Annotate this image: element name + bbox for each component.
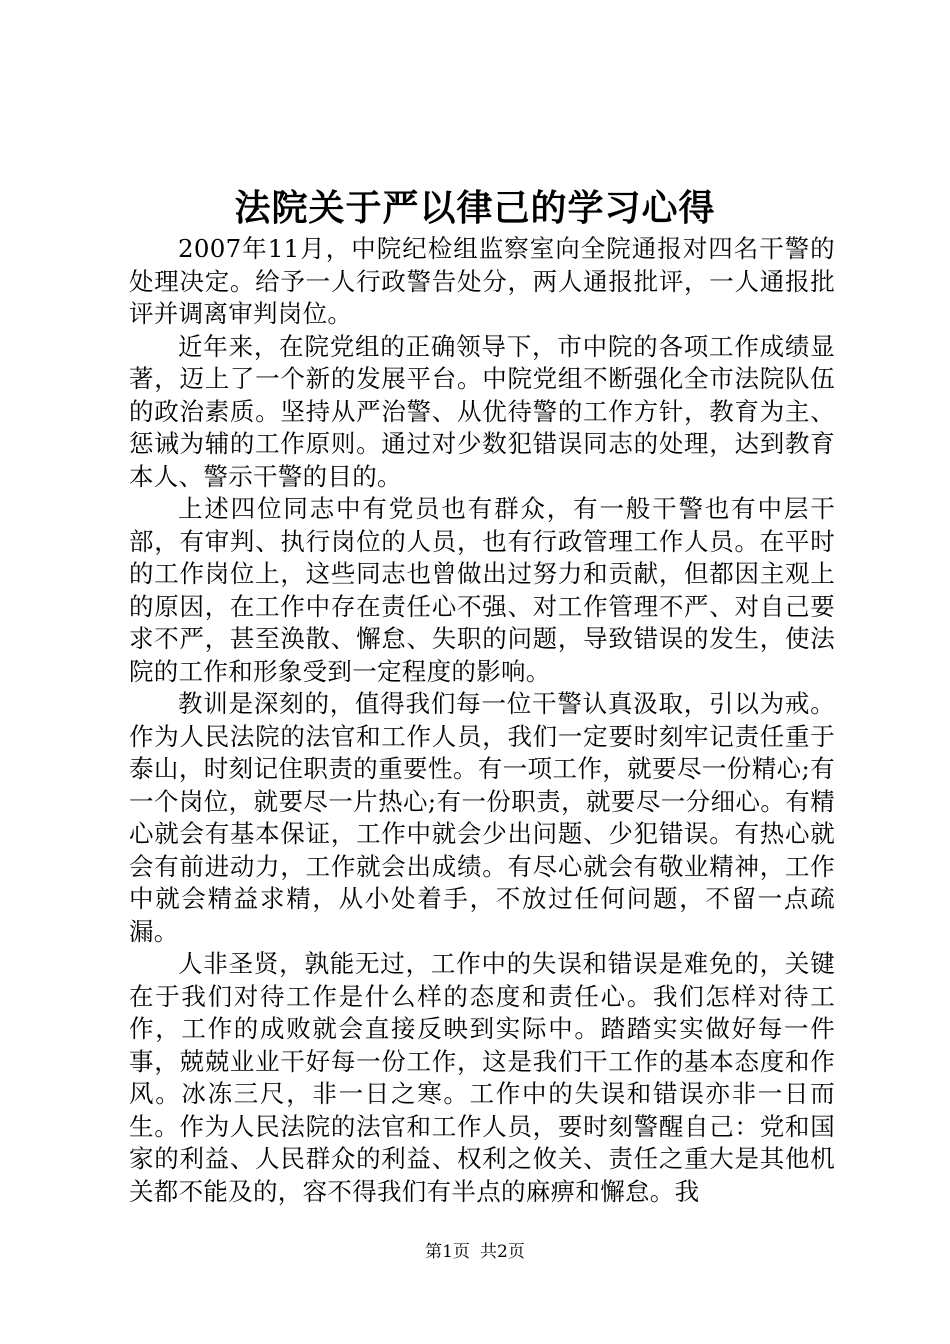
page-total: 共2页: [480, 1242, 525, 1262]
document-title: 法院关于严以律己的学习心得: [234, 187, 716, 229]
paragraph: 近年来，在院党组的正确领导下，市中院的各项工作成绩显著，迈上了一个新的发展平台。中院党组不断强化全市法院队伍的政治素质。坚持从严治警、从优待警的工作方针，教育为主、惩诫为辅的工作原则。通过对少数犯错误同志的处理，达到教育本人、警示干警的目的。: [129, 331, 835, 491]
page-number: 第1页: [425, 1242, 470, 1262]
paragraph: 上述四位同志中有党员也有群众，有一般干警也有中层干部，有审判、执行岗位的人员，也有行政管理工作人员。在平时的工作岗位上，这些同志也曾做出过努力和贡献，但都因主观上的原因，在工作中存在责任心不强、对工作管理不严、对自己要求不严，甚至涣散、懈怠、失职的问题，导致错误的发生，使法院的工作和形象受到一定程度的影响。: [129, 494, 835, 686]
page-footer: [0, 1240, 950, 1264]
paragraph: 人非圣贤，孰能无过，工作中的失误和错误是难免的，关键在于我们对待工作是什么样的态度和责任心。我们怎样对待工作，工作的成败就会直接反映到实际中。踏踏实实做好每一件事，兢兢业业干好每一份工作，这是我们干工作的基本态度和作风。冰冻三尺，非一日之寒。工作中的失误和错误亦非一日而生。作为人民法院的法官和工作人员，要时刻警醒自己：党和国家的利益、人民群众的利益、权利之攸关、责任之重大是其他机关都不能及的，容不得我们有半点的麻痹和懈怠。我: [129, 949, 835, 1206]
paragraph: 教训是深刻的，值得我们每一位干警认真汲取，引以为戒。作为人民法院的法官和工作人员，我们一定要时刻牢记责任重于泰山，时刻记住职责的重要性。有一项工作，就要尽一份精心;有一个岗位，就要尽一片热心;有一份职责，就要尽一分细心。有精心就会有基本保证，工作中就会少出问题、少犯错误。有热心就会有前进动力，工作就会出成绩。有尽心就会有敬业精神，工作中就会精益求精，从小处着手，不放过任何问题，不留一点疏漏。: [129, 689, 835, 946]
document-body: [129, 233, 835, 1208]
paragraph: 2007年11月，中院纪检组监察室向全院通报对四名干警的处理决定。给予一人行政警告处分，两人通报批评，一人通报批评并调离审判岗位。: [129, 234, 835, 328]
